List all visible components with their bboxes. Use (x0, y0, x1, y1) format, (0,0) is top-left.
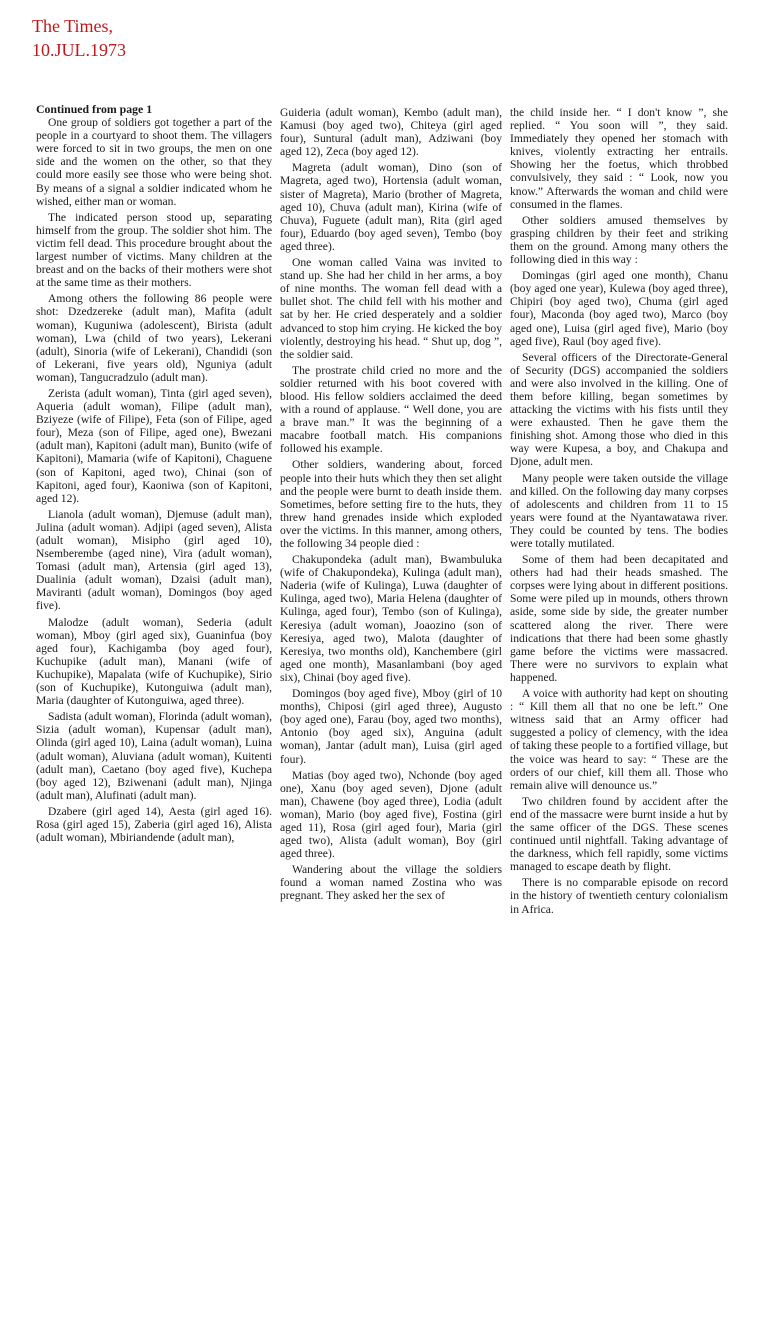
paragraph: There is no comparable episode on record in the history of twentieth century colonialism in Africa. (510, 876, 728, 916)
paragraph: The prostrate child cried no more and the soldier returned with his boot covered with blood. His fellow soldiers acclaimed the deed with a round of applause. “ Well done, you are a brave man.” It was the beginning of a macabre football match. His companions followed his example. (280, 363, 502, 456)
paragraph: A voice with authority had kept on shouting : “ Kill them all that no one be left.” One witness said that an Army officer had suggested a policy of clemency, with the idea of taking these people to a fortified village, but the voice was heard to say: “ These are the orders of our chief, kill them all. Those who remain alive will denounce us.” (510, 687, 728, 792)
paragraph: Wandering about the village the soldiers found a woman named Zostina who was pregnant. They asked her the sex of (280, 863, 502, 903)
paragraph: Guideria (adult woman), Kembo (adult man), Kamusi (boy aged two), Chiteya (girl aged four), Suntural (adult man), Adziwani (boy aged 12), Zeca (boy aged 12). (280, 106, 502, 159)
article-column-3 (510, 106, 728, 919)
article-column-1 (36, 103, 272, 847)
paragraph: The indicated person stood up, separating himself from the group. The soldier shot him. The victim fell dead. This procedure brought about the largest number of victims. Many children at the breast and on the backs of their mothers were shot at the same time as their mothers. (36, 210, 272, 290)
continued-from-label: Continued from page 1 (36, 102, 153, 116)
article-column-2 (280, 106, 502, 906)
paragraph: the child inside her. “ I don't know ”, she replied. “ You soon will ”, they said. Immediately they opened her stomach with knives, violently extracting her entrails. Showing her the foetus, which throbbed convulsively, they said : “ Look, now you know.” Afterwards the woman and child were consumed in the flames. (510, 106, 728, 211)
paragraph: Other soldiers, wandering about, forced people into their huts which they then set alight and the people were burnt to death inside them. Sometimes, before setting fire to the huts, they threw hand grenades inside which exploded over the victims. In this manner, among others, the following 34 people died : (280, 458, 502, 550)
paragraph: Several officers of the Directorate-General of Security (DGS) accompanied the soldiers and were also involved in the killing. One of them before killing, began sometimes by attacking the victims with his fists until they were exhausted. Then he gave them the finishing shot. Among those who died in this way were Kupesa, a boy, and Chakupa and Djone, adult men. (510, 350, 728, 469)
paragraph: Among others the following 86 people were shot: Dzedzereke (adult man), Mafita (adult woman), Kuguniwa (adolescent), Birista (adult woman), Lwa (child of two years), Lekerani (adult), Sinoria (wife of Lekerani), Chandidi (son of Lekerani, five years old), Nguniya (adult woman), Tangucradzulo (adult man). (36, 292, 272, 384)
paragraph: Malodze (adult woman), Sederia (adult woman), Mboy (girl aged six), Guaninfua (boy aged four), Kachigamba (boy aged four), Kuchupike (adult man), Manani (wife of Kuchupike), Mapalata (wife of Kuchupike), Sirio (son of Kuchupike), Kutonguiwa (adult man), Maria (daughter of Kutonguiwa, aged three). (36, 615, 272, 708)
paragraph: Domingas (girl aged one month), Chanu (boy aged one year), Kulewa (boy aged three), Chipiri (boy aged two), Chuma (girl aged four), Maconda (boy aged two), Marco (boy aged one), Luisa (girl aged five), Mario (boy aged five), Raul (boy aged five). (510, 269, 728, 348)
paragraph: Chakupondeka (adult man), Bwambuluka (wife of Chakupondeka), Kulinga (adult man), Naderia (wife of Kulinga), Luwa (daughter of Kulinga, aged two), Maria Helena (daughter of Kulinga, aged four), Tembo (son of Kulinga), Keresiya (adult woman), Joaozino (son of Keresiya, aged two), Malota (daughter of Keresiya, two months old), Kanchembere (girl aged one month), Masanlambani (boy aged six), Chinai (boy aged five). (280, 553, 502, 684)
paragraph: Sadista (adult woman), Florinda (adult woman), Sizia (adult woman), Kupensar (adult man), Olinda (girl aged 10), Laina (adult woman), Luina (adult woman), Aluviana (adult woman), Kuitenti (adult man), Caetano (boy aged five), Kuchepa (boy aged 12), Bziwenani (adult man), Njinga (adult man), Alufinati (adult man). (36, 710, 272, 802)
paragraph: Some of them had been decapitated and others had had their heads smashed. The corpses were lying about in different positions. Some were piled up in mounds, others thrown aside, some side by side, the greater number scattered along the river. There were indications that there had been some ghastly game before the victims were massacred. There were no survivors to explain what happened. (510, 553, 728, 684)
paragraph: Magreta (adult woman), Dino (son of Magreta, aged two), Hortensia (adult woman, sister of Magreta), Mario (brother of Magreta, aged 10), Chuva (adult man), Kirina (wife of Chuva), Fuguete (adult man), Rita (girl aged four), Eduardo (boy aged seven), Tembo (boy aged three). (280, 161, 502, 253)
paragraph: Other soldiers amused themselves by grasping children by their feet and striking them on the ground. Among many others the following died in this way : (510, 213, 728, 267)
paragraph: Dzabere (girl aged 14), Aesta (girl aged 16). Rosa (girl aged 15), Zaberia (girl aged 16), Alista (adult woman), Mbiriandende (adult man), (36, 804, 272, 845)
paragraph: Matias (boy aged two), Nchonde (boy aged one), Xanu (boy aged seven), Djone (adult man), Chawene (boy aged three), Lodia (adult woman), Mario (boy aged five), Fostina (girl aged 11), Rosa (girl aged four), Maria (girl aged two), Alista (adult woman), Boy (girl aged three). (280, 768, 502, 861)
paragraph: Lianola (adult woman), Djemuse (adult man), Julina (adult woman). Adjipi (aged seven), Alista (adult woman), Misipho (girl aged 10), Nsemberembe (aged nine), Vira (adult woman), Tomasi (adult man), Artensia (girl aged 13), Dualinia (adult woman), Dzaisi (adult man), Maviranti (adult woman), Domingos (boy aged five). (36, 507, 272, 613)
publication-date: 10.JUL.1973 (32, 40, 126, 60)
paragraph: Zerista (adult woman), Tinta (girl aged seven), Aqueria (adult woman), Filipe (adult man), Bziyeze (wife of Filipe), Feta (son of Filipe, aged four), Meza (son of Filipe, aged one), Bwezani (adult man), Kapitoni (adult man), Bunito (wife of Kapitoni), Mamaria (wife of Kapitoni), Chaguene (son of Kapitoni, aged two), Chinai (son of Kapitoni, aged four), Kaoniwa (son of Kapitoni, aged 12). (36, 386, 272, 505)
newspaper-name: The Times, (32, 16, 114, 36)
paragraph: One group of soldiers got together a part of the people in a courtyard to shoot them. The villagers were forced to sit in two groups, the men on one side and the women on the other, so that they could more easily see those who were being shot. By means of a signal a soldier indicated whom he wished, either man or woman. (36, 116, 272, 208)
paragraph: Many people were taken outside the village and killed. On the following day many corpses of adolescents and children from 11 to 15 years were found at the Nyantawatawa river. They could be counted by tens. The bodies were totally mutilated. (510, 471, 728, 550)
paragraph: One woman called Vaina was invited to stand up. She had her child in her arms, a boy of nine months. The woman fell dead with a bullet shot. The child fell with his mother and sat by her. He cried desperately and a soldier advanced to stop him crying. He kicked the boy violently, destroying his head. “ Shut up, dog ”, the soldier said. (280, 256, 502, 361)
paragraph: Two children found by accident after the end of the massacre were burnt inside a hut by the same officer of the DGS. These scenes continued until nightfall. Taking advantage of the darkness, which fell rapidly, some victims managed to escape death by flight. (510, 794, 728, 874)
source-citation (32, 14, 126, 62)
paragraph: Domingos (boy aged five), Mboy (girl of 10 months), Chiposi (girl aged three), Augusto (boy aged one), Farau (boy, aged two months), Antonio (boy aged six), Anguina (adult woman), Jantar (adult man), Luisa (girl aged four). (280, 687, 502, 766)
